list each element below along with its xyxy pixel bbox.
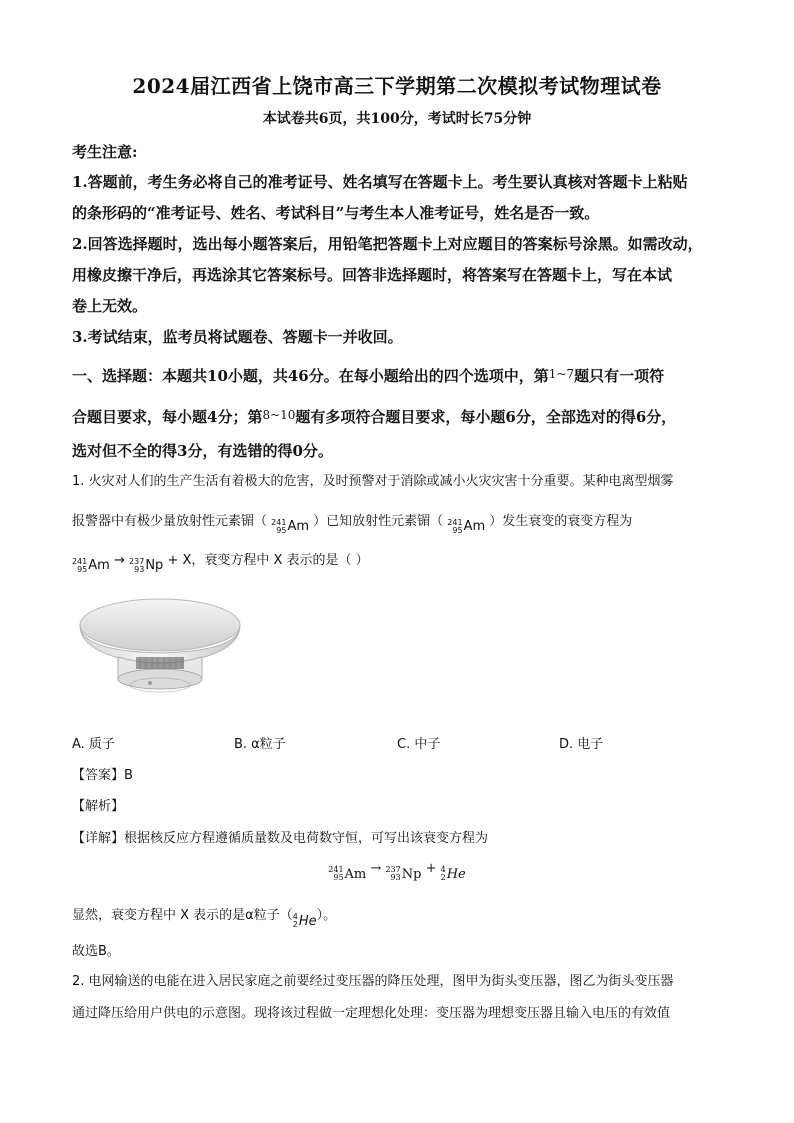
q1-analysis-tag: 【解析】 xyxy=(72,799,125,814)
range-1-7: 1~7 xyxy=(548,367,575,381)
q1-option-a[interactable]: A. 质子 xyxy=(72,737,115,752)
q2-line1: 2. 电网输送的电能在进入居民家庭之前要经过变压器的降压处理，图甲为街头变压器，图乙为街头变压器 xyxy=(72,974,674,989)
exam-subtitle: 本试卷共6页，共100分，考试时长75分钟 xyxy=(262,111,532,127)
notice-item-1b: 的条形码的“准考证号、姓名、考试科目”与考生本人准考证号，姓名是否一致。 xyxy=(72,204,600,222)
q1-option-d[interactable]: D. 电子 xyxy=(559,737,604,752)
notice-item-3: 3.考试结束，监考员将试题卷、答题卡一并收回。 xyxy=(72,328,403,346)
section1-line1: 一、选择题：本题共10小题，共46分。在每小题给出的四个选项中，第$^{1\sim 7}$题只有一项符 xyxy=(72,367,665,385)
q1-option-b[interactable]: B. α粒子 xyxy=(234,737,286,752)
section1-line3: 选对但不全的得3分，有选错的得0分。 xyxy=(72,442,333,460)
notice-item-2c: 卷上无效。 xyxy=(72,297,148,315)
notice-item-2a: 2.回答选择题时，选出每小题答案后，用铅笔把答题卡上对应题目的答案标号涂黑。如需改动， xyxy=(72,235,703,253)
page-title: 2024届江西省上饶市高三下学期第二次模拟考试物理试卷 xyxy=(132,74,662,98)
q1-line2: 报警器中有极少量放射性元素镅（ 241 95 Am ）已知放射性元素镅（ 241 95 Am ）发生衰变的衰变方程为 xyxy=(72,514,633,535)
q1-conclusion: 显然，衰变方程中 X 表示的是α粒子（ 4 2 He ）。 xyxy=(72,908,337,929)
range-8-10: 8~10 xyxy=(262,408,296,422)
notice-item-2b: 用橡皮擦干净后，再选涂其它答案标号。回答非选择题时，将答案写在答题卡上，写在本试 xyxy=(72,266,673,284)
notice-item-1a: 1.答题前，考生务必将自己的准考证号、姓名填写在答题卡上。考生要认真核对答题卡上粘贴 xyxy=(72,173,688,191)
q1-decay-equation: 241 95 Am → 237 93 Np + X，衰变方程中 X 表示的是（ ） xyxy=(72,553,369,574)
q1-answer: 【答案】B xyxy=(72,768,133,783)
q1-detail: 【详解】根据核反应方程遵循质量数及电荷数守恒，可写出该衰变方程为 xyxy=(72,831,489,846)
smoke-detector-image xyxy=(78,595,243,710)
q2-line2: 通过降压给用户供电的示意图。现将该过程做一定理想化处理：变压器为理想变压器且输入电压的有效值 xyxy=(72,1006,671,1021)
q1-line1: 1. 火灾对人们的生产生活有着极大的危害，及时预警对于消除或减小火灾灾害十分重要。某种电离型烟雾 xyxy=(72,474,674,489)
section1-line2: 合题目要求，每小题4分；第$^{8\sim 10}$题有多项符合题目要求，每小题6分，全部选对的得6分， xyxy=(72,408,677,426)
nuclide-am-1: 241 95 Am xyxy=(271,518,309,535)
nuclide-am-2: 241 95 Am xyxy=(447,518,486,535)
q1-option-c[interactable]: C. 中子 xyxy=(397,737,441,752)
notice-heading: 考生注意: xyxy=(72,143,138,161)
q1-solution-equation: 241 95 Am → 237 93 Np + 4 2 He xyxy=(328,861,466,882)
q1-choose: 故选B。 xyxy=(72,944,120,959)
